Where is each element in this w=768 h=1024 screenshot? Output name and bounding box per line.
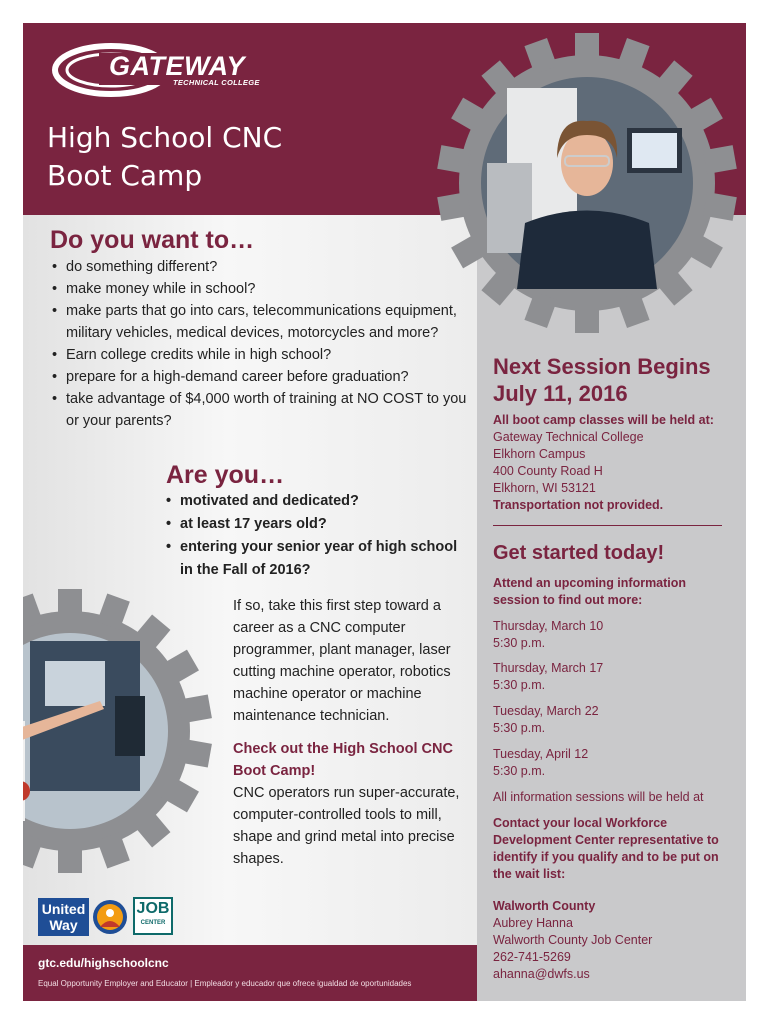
gear-photo-student-icon: [436, 32, 738, 334]
united-way-logo: United Way: [38, 898, 89, 936]
contact-email[interactable]: ahanna@dwfs.us: [493, 967, 590, 981]
title-line-1: High School CNC: [47, 121, 283, 154]
gear-photo-machine-operator-icon: [23, 571, 230, 891]
session-item: Tuesday, March 22 5:30 p.m.: [493, 704, 599, 735]
logo-name: GATEWAY: [109, 51, 245, 81]
location-block: All boot camp classes will be held at: Gateway Technical College Elkhorn Campus 400 County Road H Elkhorn, WI 53121 Transportation not provided.: [493, 413, 714, 512]
are-you-list: [164, 490, 464, 582]
session-item: Thursday, March 17 5:30 p.m.: [493, 661, 604, 692]
list-item: • make parts that go into cars, telecommunications equipment, military vehicles, medical devices, motorcycles and more?: [50, 300, 470, 344]
footer-banner: [23, 945, 477, 1001]
divider: [493, 525, 722, 526]
cnc-operators-paragraph: CNC operators run super-accurate, computer-controlled tools to mill, shape and grind metal into precise shapes.: [233, 785, 460, 867]
united-way-badge-icon: [92, 899, 128, 935]
next-session-heading: Next Session Begins July 11, 2016: [493, 354, 711, 406]
page-title: [47, 119, 282, 195]
do-you-want-heading: Do you want to…: [50, 226, 255, 254]
list-item: • at least 17 years old?: [164, 513, 464, 536]
check-out-heading: Check out the High School CNC Boot Camp!: [233, 741, 453, 779]
title-line-2: Boot Camp: [47, 159, 203, 192]
flyer-page: [23, 23, 746, 1001]
session-item: Tuesday, April 12 5:30 p.m.: [493, 747, 589, 778]
session-item: Thursday, March 10 5:30 p.m.: [493, 619, 604, 650]
footer-eoe-statement: Equal Opportunity Employer and Educator | Empleador y educador que ofrece igualdad de oportunidades: [38, 979, 412, 988]
info-session-intro: Attend an upcoming information session to find out more:: [493, 576, 687, 607]
are-you-heading: Are you…: [166, 461, 285, 489]
logo-subtitle: TECHNICAL COLLEGE: [173, 78, 260, 87]
contact-instructions: Contact your local Workforce Development Center representative to identify if you qualify and to be put on the wait list:: [493, 816, 719, 881]
list-item: • entering your senior year of high school in the Fall of 2016?: [164, 536, 464, 582]
job-center-logo: JOB CENTER: [133, 897, 173, 935]
list-item: • make money while in school?: [50, 278, 470, 300]
list-item: • prepare for a high-demand career before graduation?: [50, 366, 470, 388]
list-item: • take advantage of $4,000 worth of training at NO COST to you or your parents?: [50, 388, 470, 432]
first-step-paragraph: If so, take this first step toward a career as a CNC computer programmer, plant manager, laser cutting machine operator, robotics machine operator or machine maintenance technician.: [233, 598, 451, 724]
do-you-want-list: [50, 256, 470, 432]
list-item: • Earn college credits while in high school?: [50, 344, 470, 366]
contact-block: Walworth County Aubrey Hanna Walworth County Job Center 262-741-5269 ahanna@dwfs.us: [493, 899, 653, 981]
footer-url[interactable]: gtc.edu/highschoolcnc: [38, 956, 169, 970]
get-started-heading: Get started today!: [493, 542, 665, 564]
list-item: • do something different?: [50, 256, 470, 278]
list-item: • motivated and dedicated?: [164, 490, 464, 513]
all-sessions-note: All information sessions will be held at: [493, 790, 704, 804]
